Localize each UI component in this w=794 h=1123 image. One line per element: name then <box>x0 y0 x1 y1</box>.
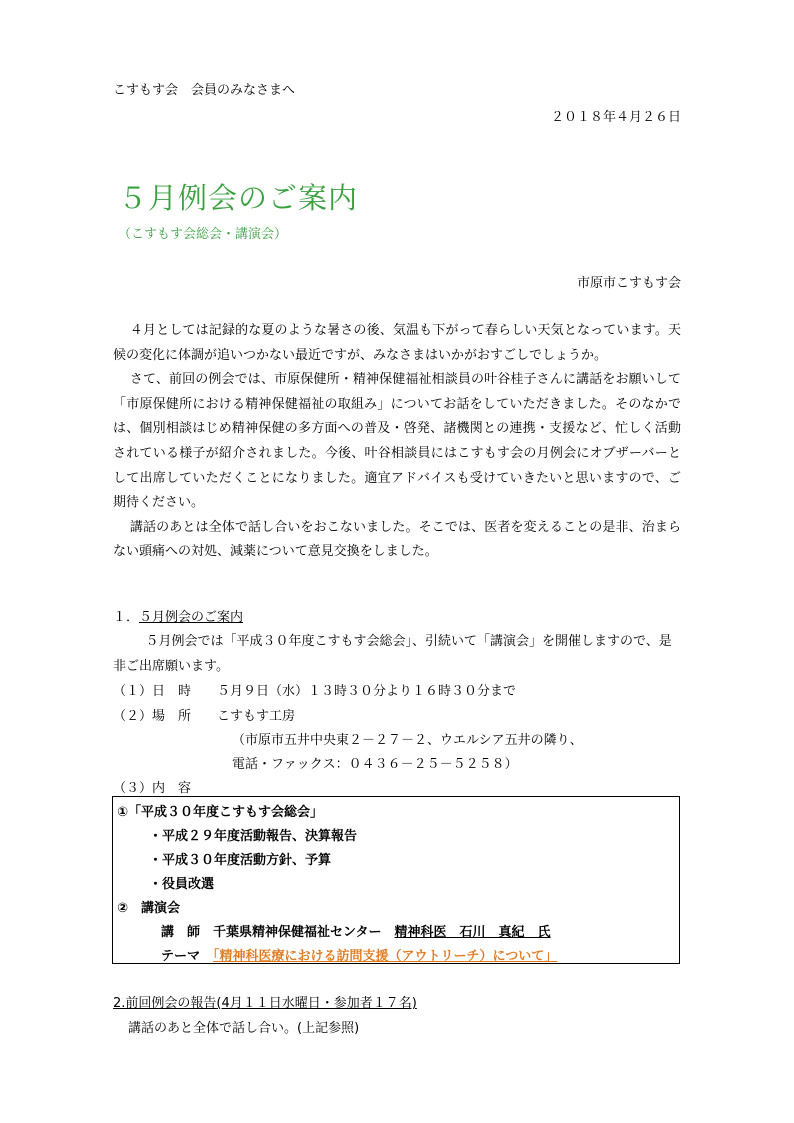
date: ２０１８年４月２６日 <box>550 110 681 125</box>
section1-description: ５月例会では「平成３０年度こすもす会総会」、引続いて「講演会」を開催しますので、是非ご出席願います。 <box>113 634 672 674</box>
box-bullet: ・平成３０年度活動方針、予算 <box>149 853 332 868</box>
subtitle: （こすもす会総会・講演会） <box>118 227 288 242</box>
place-value: こすもす工房 <box>217 709 296 724</box>
lecturer-name: 精神科医 石川 真紀 氏 <box>394 925 551 940</box>
section1-heading <box>113 606 243 625</box>
datetime-value: ５月９日（水）１３時３０分より１６時３０分まで <box>217 684 517 699</box>
datetime-row <box>113 680 516 699</box>
lecturer-label: 講 師 <box>161 925 201 940</box>
section2-title: 2.前回例会の報告 <box>113 996 217 1011</box>
page-title: ５月例会のご案内 <box>118 181 359 215</box>
datetime-label: （１）日 時 <box>113 684 192 699</box>
section2-heading <box>113 992 417 1011</box>
box-item2: ② 講演会 <box>117 901 181 916</box>
content-label: （３）内 容 <box>113 781 192 796</box>
lecturer-org: 千葉県精神保健福祉センター <box>213 925 382 940</box>
greeting: こすもす会 会員のみなさまへ <box>113 83 296 98</box>
address: （市原市五井中央東２－２７－２、ウエルシア五井の隣り、 <box>232 733 583 748</box>
box-bullet: ・平成２９年度活動報告、決算報告 <box>149 829 358 844</box>
place-row <box>113 705 295 724</box>
section1-title: ５月例会のご案内 <box>139 610 244 625</box>
paragraph: ４月としては記録的な夏のような暑さの後、気温も下がって春らしい天気となっています。天候の変化に体調が追いつかない最近ですが、みなさまはいかがおすごしでしょうか。 <box>113 323 681 363</box>
section2-description: 講話のあと全体で話し合い。(上記参照) <box>128 1021 360 1036</box>
lecturer-row <box>161 921 551 940</box>
organization: 市原市こすもす会 <box>576 276 681 291</box>
body-text <box>113 319 681 565</box>
section1-number: １． <box>113 610 140 625</box>
theme-row <box>161 945 557 964</box>
box-item1: ①「平成３０年度こすもす会総会」 <box>117 805 324 820</box>
paragraph: さて、前回の例会では、市原保健所・精神保健福祉相談員の叶谷桂子さんに講話をお願いして「市原保健所における精神保健福祉の取組み」についてお話をしていただきました。そのなかでは、個別相談はじめ精神保健の多方面への普及・啓発、諸機関との連携・支援など、忙しく活動されている様子が紹介されました。今後、叶谷相談員にはこすもす会の月例会にオブザーバーとして出席していただくことになりました。適宜アドバイスも受けていきたいと思いますので、ご期待ください。 <box>113 372 681 511</box>
paragraph: 講話のあとは全体で話し合いをおこないました。そこでは、医者を変えることの是非、治まらない頭痛への対処、減薬について意見交換をしました。 <box>113 519 681 560</box>
theme-label: テーマ <box>161 949 201 964</box>
section2-detail: (4月１１日水曜日・参加者１７名) <box>216 996 417 1011</box>
content-box <box>112 796 680 964</box>
phone: 電話・ファックス：０４３６－２５－５２５８） <box>232 757 518 772</box>
place-label: （２）場 所 <box>113 709 192 724</box>
theme-text: 「精神科医療における訪問支援（アウトリーチ）について」 <box>213 949 558 964</box>
box-bullet: ・役員改選 <box>149 877 215 892</box>
